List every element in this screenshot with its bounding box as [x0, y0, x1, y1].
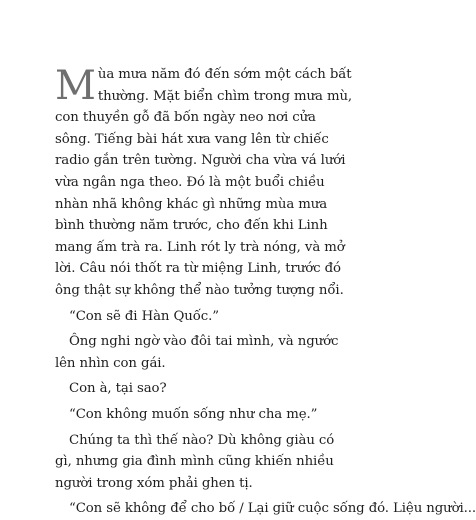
opening-paragraph: [55, 64, 353, 302]
paragraph-envy: Chúng ta thì thế nào? Dù không giàu có gì, nhưng gia đình mình cũng khiến nhiều người trong xóm phải ghen tị.: [55, 432, 335, 491]
paragraph-cut-off: “Con sẽ không để cho bố / Lại giữ cuộc sống đó. Liệu người...: [69, 501, 476, 517]
drop-cap-letter: M: [55, 63, 96, 109]
paragraph-dialogue-not-like-parents: “Con không muốn sống như cha mẹ.”: [69, 406, 318, 422]
paragraph-why: Con à, tại sao?: [69, 381, 167, 397]
paragraph-dialogue-korea: “Con sẽ đi Hàn Quốc.”: [69, 308, 219, 324]
paragraph-father-doubt: Ông nghi ngờ vào đôi tai mình, và ngước lên nhìn con gái.: [55, 334, 339, 371]
opening-paragraph-text: ùa mưa năm đó đến sớm một cách bất thường. Mặt biển chìm trong mưa mù, con thuyền gỗ đã bốn ngày neo nơi cửa sông. Tiếng bài hát xưa vang lên từ chiếc radio gắn trên tường. Người cha vừa vá lưới vừa ngân nga theo. Đó là một buổi chiều nhàn nhã không khác gì những mùa mưa bình thường năm trước, cho đến khi Linh mang ấm trà ra. Linh rót ly trà nóng, và mở lời. Câu nói thốt ra từ miệng Linh, trước đó ông thật sự không thể nào tưởng tượng nổi.: [55, 67, 353, 298]
body-text: [55, 63, 476, 520]
